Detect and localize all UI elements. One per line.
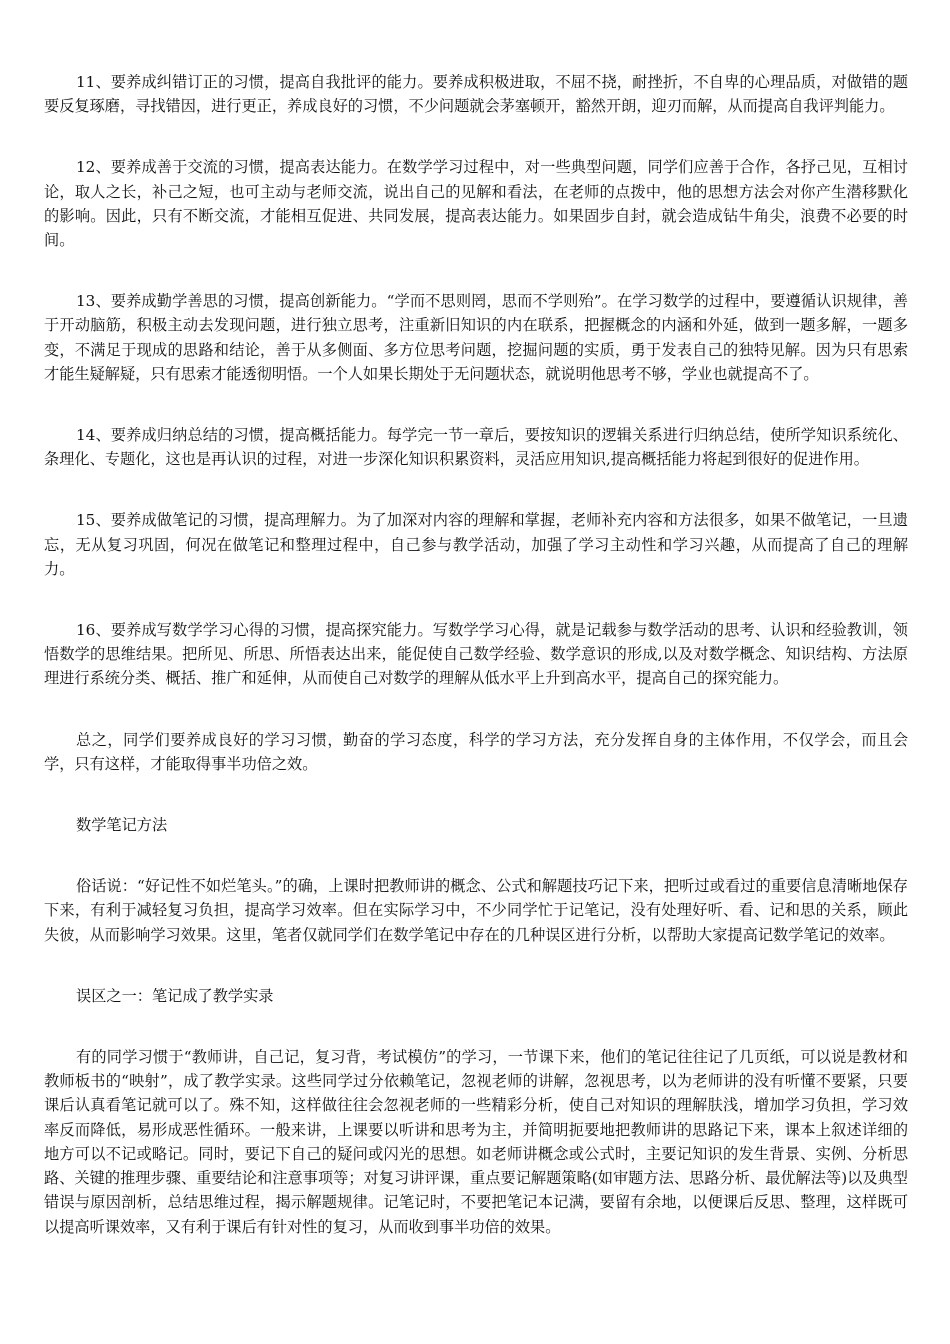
paragraph-habit-15: 15、要养成做笔记的习惯，提高理解力。为了加深对内容的理解和掌握，老师补充内容和方法很多，如果不做笔记，一旦遗忘，无从复习巩固，何况在做笔记和整理过程中，自己参与教学活动，加强了学习主动性和学习兴趣，从而提高了自己的理解力。 — [44, 511, 908, 578]
paragraph-habit-11: 11、要养成纠错订正的习惯，提高自我批评的能力。要养成积极进取，不屈不挠，耐挫折，不自卑的心理品质，对做错的题要反复琢磨，寻找错因，进行更正，养成良好的习惯，不少问题就会茅塞顿开，豁然开朗，迎刃而解，从而提高自我评判能力。 — [44, 73, 908, 116]
paragraph-habit-12: 12、要养成善于交流的习惯，提高表达能力。在数学学习过程中，对一些典型问题，同学们应善于合作，各抒己见，互相讨论，取人之长，补己之短，也可主动与老师交流，说出自己的见解和看法，在老师的点拨中，他的思想方法会对你产生潜移默化的影响。因此，只有不断交流，才能相互促进、共同发展，提高表达能力。如果固步自封，就会造成钻牛角尖，浪费不必要的时间。 — [44, 158, 908, 250]
paragraph-intro: 俗话说：“好记性不如烂笔头。”的确，上课时把教师讲的概念、公式和解题技巧记下来，把听过或看过的重要信息清晰地保存下来，有利于减轻复习负担，提高学习效率。但在实际学习中，不少同学忙于记笔记，没有处理好听、看、记和思的关系，顾此失彼，从而影响学习效果。这里，笔者仅就同学们在数学笔记中存在的几种误区进行分析，以帮助大家提高记数学笔记的效率。 — [44, 877, 908, 944]
paragraph-misconception-1: 有的同学习惯于“教师讲，自己记，复习背，考试模仿”的学习，一节课下来，他们的笔记往往记了几页纸，可以说是教材和教师板书的“映射”，成了教学实录。这些同学过分依赖笔记，忽视老师的讲解，忽视思考，以为老师讲的没有听懂不要紧，只要课后认真看笔记就可以了。殊不知，这样做往往会忽视老师的一些精彩分析，使自己对知识的理解肤浅，增加学习负担，学习效率反而降低，易形成恶性循环。一般来讲，上课要以听讲和思考为主，并简明扼要地把教师讲的思路记下来，课本上叙述详细的地方可以不记或略记。同时，要记下自己的疑问或闪光的思想。如老师讲概念或公式时，主要记知识的发生背景、实例、分析思路、关键的推理步骤、重要结论和注意事项等；对复习讲评课，重点要记解题策略(如审题方法、思路分析、最优解法等)以及典型错误与原因剖析，总结思维过程，揭示解题规律。记笔记时，不要把笔记本记满，要留有余地，以便课后反思、整理，这样既可以提高听课效率，又有利于课后有针对性的复习，从而收到事半功倍的效果。 — [44, 1048, 908, 1236]
paragraph-habit-14: 14、要养成归纳总结的习惯，提高概括能力。每学完一节一章后，要按知识的逻辑关系进行归纳总结，使所学知识系统化、条理化、专题化，这也是再认识的过程，对进一步深化知识积累资料，灵活应用知识,提高概括能力将起到很好的促进作用。 — [44, 426, 908, 469]
paragraph-habit-13: 13、要养成勤学善思的习惯，提高创新能力。“学而不思则罔，思而不学则殆”。在学习数学的过程中，要遵循认识规律，善于开动脑筋，积极主动去发现问题，进行独立思考，注重新旧知识的内在联系，把握概念的内涵和外延，做到一题多解，一题多变，不满足于现成的思路和结论，善于从多侧面、多方位思考问题，挖掘问题的实质，勇于发表自己的独特见解。因为只有思索才能生疑解疑，只有思索才能透彻明悟。一个人如果长期处于无问题状态，就说明他思考不够，学业也就提高不了。 — [44, 292, 908, 383]
subsection-title: 误区之一：笔记成了教学实录 — [76, 986, 274, 1005]
paragraph-summary: 总之，同学们要养成良好的学习习惯，勤奋的学习态度，科学的学习方法，充分发挥自身的主体作用，不仅学会，而且会学，只有这样，才能取得事半功倍之效。 — [44, 730, 908, 773]
section-title: 数学笔记方法 — [76, 816, 168, 835]
paragraph-habit-16: 16、要养成写数学学习心得的习惯，提高探究能力。写数学学习心得，就是记载参与数学活动的思考、认识和经验教训，领悟数学的思维结果。把所见、所思、所悟表达出来，能促使自己数学经验、数学意识的形成,以及对数学概念、知识结构、方法原理进行系统分类、概括、推广和延伸，从而使自己对数学的理解从低水平上升到高水平，提高自己的探究能力。 — [44, 621, 908, 688]
